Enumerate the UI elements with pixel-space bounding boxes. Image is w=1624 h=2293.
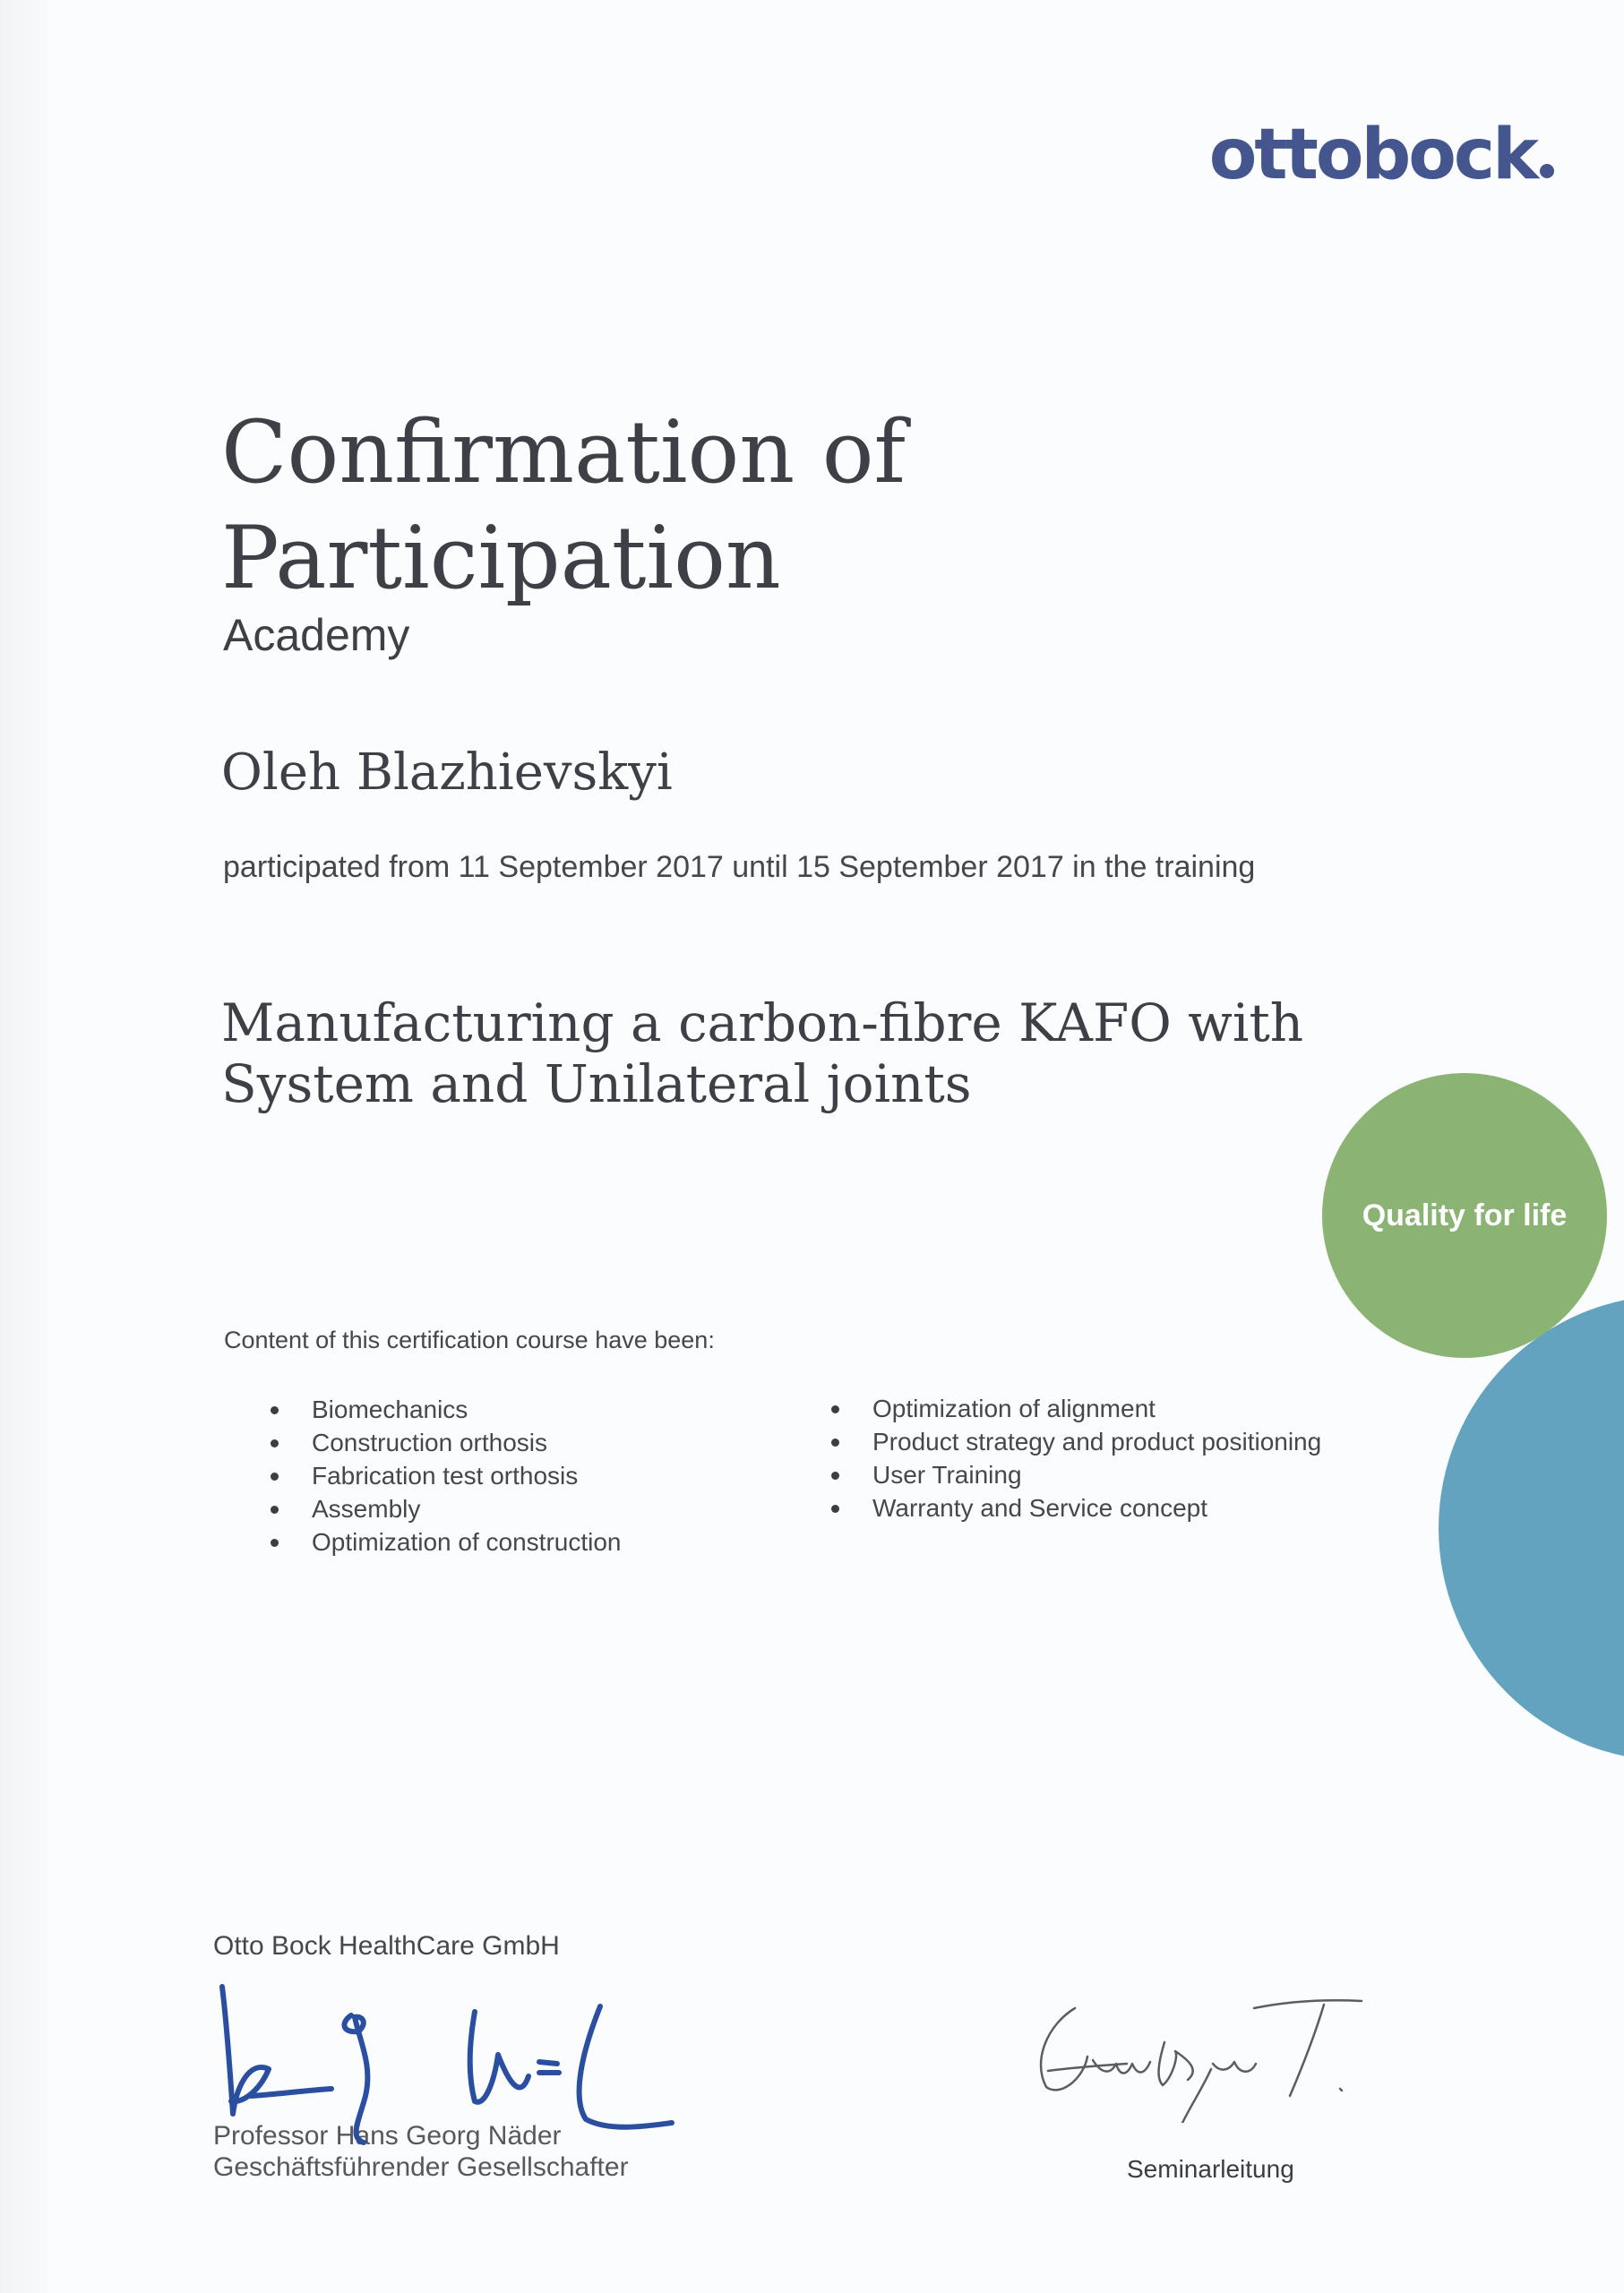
bullet-icon [831,1505,839,1513]
bullet-icon [831,1438,839,1447]
course-line-2: System and Unilateral joints [221,1053,972,1114]
list-item: Product strategy and product positioning [785,1425,1321,1458]
signature-right [1021,1988,1397,2123]
certificate-subtitle: Academy [223,610,410,660]
list-item: Biomechanics [224,1393,622,1426]
list-item: Warranty and Service concept [785,1491,1321,1524]
course-title [221,992,1341,1114]
company-name: Otto Bock HealthCare GmbH [213,1931,560,1961]
list-item: Construction orthosis [224,1426,622,1459]
bullet-icon [831,1405,839,1413]
signature-left [206,1980,690,2150]
bullet-icon [271,1539,279,1547]
blue-decorative-circle [1439,1295,1624,1761]
list-item: User Training [785,1458,1321,1491]
bullet-icon [831,1472,839,1480]
content-list-right [785,1392,1321,1524]
logo-dot-icon [1540,164,1554,178]
list-item: Assembly [224,1492,622,1525]
certificate-title [221,399,1207,611]
recipient-name: Oleh Blazhievskyi [221,743,673,802]
title-line-2: Participation [221,508,781,608]
bullet-icon [271,1506,279,1514]
participation-statement: participated from 11 September 2017 until 15 September 2017 in the training [223,850,1256,884]
title-line-1: Confirmation of [221,402,907,502]
logo-text: ottobock [1208,115,1536,195]
content-list-left [224,1393,622,1559]
quality-badge-text: Quality for life [1362,1198,1568,1232]
list-item: Fabrication test orthosis [224,1459,622,1492]
content-heading: Content of this certification course have been: [224,1327,715,1353]
signer-role: Geschäftsführender Gesellschafter [213,2152,629,2182]
list-item: Optimization of alignment [785,1392,1321,1425]
bullet-icon [271,1406,279,1414]
bullet-icon [271,1473,279,1481]
ottobock-logo [1209,115,1554,195]
seminar-label: Seminarleitung [1127,2155,1294,2183]
list-item: Optimization of construction [224,1525,622,1559]
bullet-icon [271,1439,279,1447]
course-line-1: Manufacturing a carbon-fibre KAFO with [221,992,1304,1053]
quality-badge [1322,1073,1607,1358]
scan-edge-shadow [0,0,56,2293]
signer-name: Professor Hans Georg Näder [213,2121,562,2151]
